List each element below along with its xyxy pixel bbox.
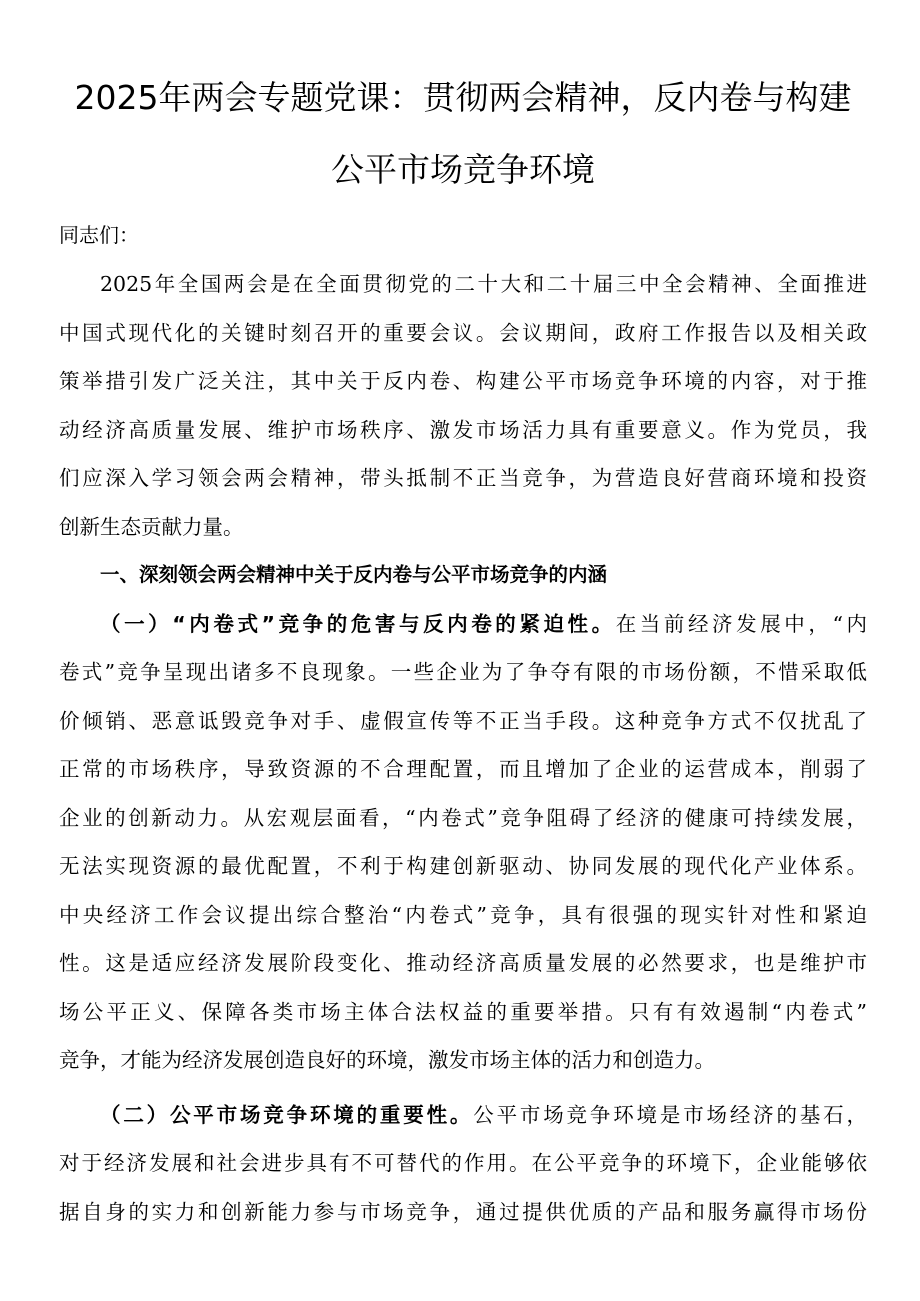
body-line: 正常的市场秩序，导致资源的不合理配置，而且增加了企业的运营成本，削弱了: [59, 757, 867, 781]
intro-line: 2025年全国两会是在全面贯彻党的二十大和二十届三中全会精神、全面推进: [100, 272, 867, 296]
document-title: [59, 62, 867, 206]
intro-line: 动经济高质量发展、维护市场秩序、激发市场活力具有重要意义。作为党员，我: [59, 417, 867, 442]
body-line: 卷式”竞争呈现出诸多不良现象。一些企业为了争夺有限的市场份额，不惜采取低: [59, 660, 867, 684]
intro-paragraph: [59, 260, 867, 551]
document-page: [59, 0, 867, 1236]
intro-line: 们应深入学习领会两会精神，带头抵制不正当竞争，为营造良好营商环境和投资: [59, 466, 867, 490]
intro-line: 中国式现代化的关键时刻召开的重要会议。会议期间，政府工作报告以及相关政: [59, 320, 867, 345]
intro-line: 创新生态贡献力量。: [59, 514, 244, 539]
body-line: 性。这是适应经济发展阶段变化、推动经济高质量发展的必然要求，也是维护市: [59, 951, 867, 975]
sub-section-1-text: 在当前经济发展中，“内: [615, 611, 867, 636]
body-line: 场公平正义、保障各类市场主体合法权益的重要举措。只有有效遏制“内卷式”: [59, 999, 867, 1024]
sub-section-2: [59, 1091, 867, 1237]
body-line: 竞争，才能为经济发展创造良好的环境，激发市场主体的活力和创造力。: [59, 1048, 715, 1072]
sub-section-2-text: 公平市场竞争环境是市场经济的基石，: [473, 1102, 867, 1127]
sub-heading-2: （二）公平市场竞争环境的重要性。: [100, 1102, 474, 1127]
body-line: 企业的创新动力。从宏观层面看，“内卷式”竞争阻碍了经济的健康可持续发展，: [59, 805, 867, 830]
sub-section-1: [59, 600, 867, 1085]
body-line: 中央经济工作会议提出综合整治“内卷式”竞争，具有很强的现实针对性和紧迫: [59, 902, 867, 927]
sub-heading-1: （一）“内卷式”竞争的危害与反内卷的紧迫性。: [100, 611, 616, 636]
body-line: 价倾销、恶意诋毁竞争对手、虚假宣传等不正当手段。这种竞争方式不仅扰乱了: [59, 708, 867, 733]
sub-section-2-first-line: [59, 1091, 867, 1140]
body-line: 无法实现资源的最优配置，不利于构建创新驱动、协同发展的现代化产业体系。: [59, 854, 867, 878]
section-heading-1: 一、深刻领会两会精神中关于反内卷与公平市场竞争的内涵: [100, 563, 608, 586]
intro-line: 策举措引发广泛关注，其中关于反内卷、构建公平市场竞争环境的内容，对于推: [59, 369, 867, 393]
title-line-2: 公平市场竞争环境: [331, 150, 595, 189]
sub-section-1-first-line: [59, 600, 867, 649]
body-line: 据自身的实力和创新能力参与市场竞争，通过提供优质的产品和服务赢得市场份: [59, 1199, 867, 1224]
title-line-1: 2025年两会专题党课：贯彻两会精神，反内卷与构建: [74, 78, 852, 117]
body-line: 对于经济发展和社会进步具有不可替代的作用。在公平竞争的环境下，企业能够依: [59, 1151, 867, 1175]
salutation: 同志们：: [59, 223, 139, 247]
